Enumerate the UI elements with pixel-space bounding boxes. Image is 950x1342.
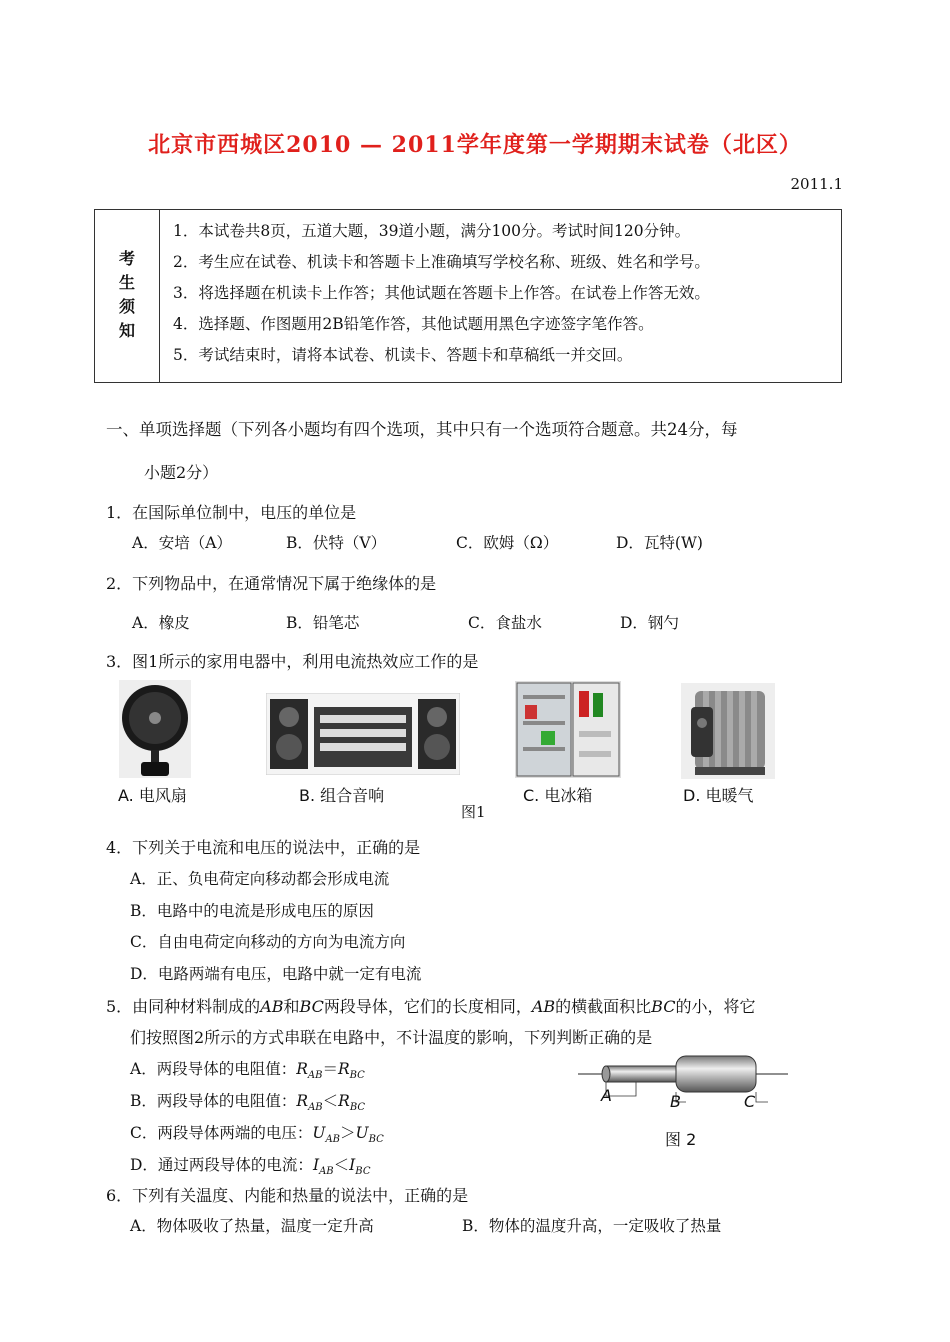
notice-side-char: 知: [118, 321, 135, 340]
q5-stem-text: 的横截面积比: [555, 997, 652, 1016]
notice-item: 4．选择题、作图题用2B铅笔作答，其他试题用黑色字迹签字笔作答。: [173, 315, 654, 333]
q1-option-b: B．伏特（V）: [286, 534, 387, 552]
question-6-stem: 6．下列有关温度、内能和热量的说法中，正确的是: [106, 1186, 469, 1205]
math-var: R: [296, 1060, 308, 1078]
electric-fan-image: [119, 680, 191, 778]
notice-item: 5．考试结束时，请将本试卷、机读卡、答题卡和草稿纸一并交回。: [173, 346, 633, 364]
notice-item: 3．将选择题在机读卡上作答；其他试题在答题卡上作答。在试卷上作答无效。: [173, 284, 710, 302]
var-ab: AB: [260, 997, 284, 1016]
figure1-caption-b: B. 组合音响: [299, 786, 385, 805]
q2-option-a: A．橡皮: [132, 614, 190, 632]
math-sub: BC: [355, 1166, 371, 1178]
q5-option-d: [130, 1153, 370, 1177]
q5-option-b: [130, 1089, 365, 1113]
figure2-label-b: B: [670, 1092, 681, 1111]
notice-side-char: 生: [118, 273, 135, 292]
math-op: ＜: [322, 1092, 339, 1110]
math-var: I: [312, 1156, 320, 1174]
figure1-caption-d: D. 电暖气: [683, 786, 754, 805]
notice-item: 1．本试卷共8页，五道大题，39道小题，满分100分。考试时间120分钟。: [173, 222, 691, 240]
option-text: D．通过两段导体的电流：: [130, 1156, 313, 1174]
math-sub: BC: [368, 1134, 384, 1146]
q1-option-a: A．安培（A）: [132, 534, 232, 552]
q4-option-c: C．自由电荷定向移动的方向为电流方向: [130, 933, 406, 951]
var-ab: AB: [531, 997, 556, 1016]
figure1-label: 图1: [461, 803, 486, 821]
q2-option-b: B．铅笔芯: [286, 614, 360, 632]
math-op: ＞: [340, 1124, 356, 1142]
option-text: B．两段导体的电阻值：: [130, 1092, 297, 1110]
math-sub: AB: [308, 1102, 323, 1114]
option-text: C．两段导体两端的电压：: [130, 1124, 313, 1142]
notice-side-char: 考: [118, 249, 135, 268]
stereo-system-image: [266, 693, 460, 775]
option-text: A．两段导体的电阻值：: [130, 1060, 297, 1078]
var-bc: BC: [651, 997, 676, 1016]
exam-title: 北京市西城区2010 — 2011学年度第一学期期末试卷（北区）: [148, 132, 802, 158]
refrigerator-image: [515, 681, 621, 778]
math-sub: AB: [319, 1166, 334, 1178]
math-sub: AB: [307, 1070, 323, 1082]
math-op: ＜: [333, 1156, 350, 1174]
math-op: ＝: [322, 1060, 338, 1078]
figure2-label: 图 2: [665, 1130, 697, 1149]
q6-option-b: B．物体的温度升高，一定吸收了热量: [462, 1217, 722, 1235]
q1-option-d: D．瓦特(W): [616, 534, 703, 552]
section-heading: 一、单项选择题（下列各小题均有四个选项，其中只有一个选项符合题意。共24分，每: [106, 420, 738, 439]
q5-stem-text: 的小，将它: [675, 997, 756, 1016]
q5-option-c: [130, 1121, 384, 1145]
q4-option-d: D．电路两端有电压，电路中就一定有电流: [130, 965, 422, 983]
q4-option-a: A．正、负电荷定向移动都会形成电流: [130, 870, 390, 888]
candidate-notice-box: [94, 209, 842, 383]
question-2-stem: 2．下列物品中，在通常情况下属于绝缘体的是: [106, 574, 437, 593]
math-sub: AB: [325, 1134, 341, 1146]
q4-option-b: B．电路中的电流是形成电压的原因: [130, 902, 374, 920]
q6-option-a: A．物体吸收了热量，温度一定升高: [130, 1217, 374, 1235]
notice-side-char: 须: [118, 297, 135, 316]
math-var: R: [337, 1060, 350, 1078]
section-heading-cont: 小题2分）: [144, 463, 219, 482]
exam-date: 2011.1: [790, 175, 843, 193]
notice-side-label: [95, 210, 160, 382]
question-5-stem-cont: 们按照图2所示的方式串联在电路中，不计温度的影响，下列判断正确的是: [130, 1028, 653, 1047]
question-4-stem: 4．下列关于电流和电压的说法中，正确的是: [106, 838, 421, 857]
math-var: R: [296, 1092, 309, 1110]
notice-items: [173, 216, 710, 371]
q2-option-d: D．钢勺: [620, 614, 679, 632]
q5-option-a: [130, 1057, 365, 1081]
math-var: U: [355, 1124, 369, 1142]
q2-option-c: C．食盐水: [468, 614, 542, 632]
notice-item: 2．考生应在试卷、机读卡和答题卡上准确填写学校名称、班级、姓名和学号。: [173, 253, 710, 271]
question-1-stem: 1．在国际单位制中，电压的单位是: [106, 503, 357, 522]
figure1-caption-a: A. 电风扇: [118, 786, 187, 805]
math-var: R: [338, 1092, 350, 1110]
math-var: I: [349, 1156, 356, 1174]
q5-stem-text: 和: [283, 997, 300, 1016]
question-3-stem: 3．图1所示的家用电器中，利用电流热效应工作的是: [106, 652, 479, 671]
electric-heater-image: [681, 683, 775, 779]
q1-option-c: C．欧姆（Ω）: [456, 534, 559, 552]
q5-stem-text: 两段导体，它们的长度相同，: [323, 997, 532, 1016]
question-5-stem: [106, 994, 755, 1017]
var-bc: BC: [299, 997, 324, 1016]
q5-stem-text: 5．由同种材料制成的: [106, 997, 261, 1016]
math-var: U: [312, 1124, 326, 1142]
math-sub: BC: [349, 1102, 366, 1114]
figure2-label-a: A: [601, 1086, 612, 1105]
math-sub: BC: [349, 1070, 365, 1082]
figure1-caption-c: C. 电冰箱: [523, 786, 593, 805]
figure2-label-c: C: [744, 1092, 756, 1111]
